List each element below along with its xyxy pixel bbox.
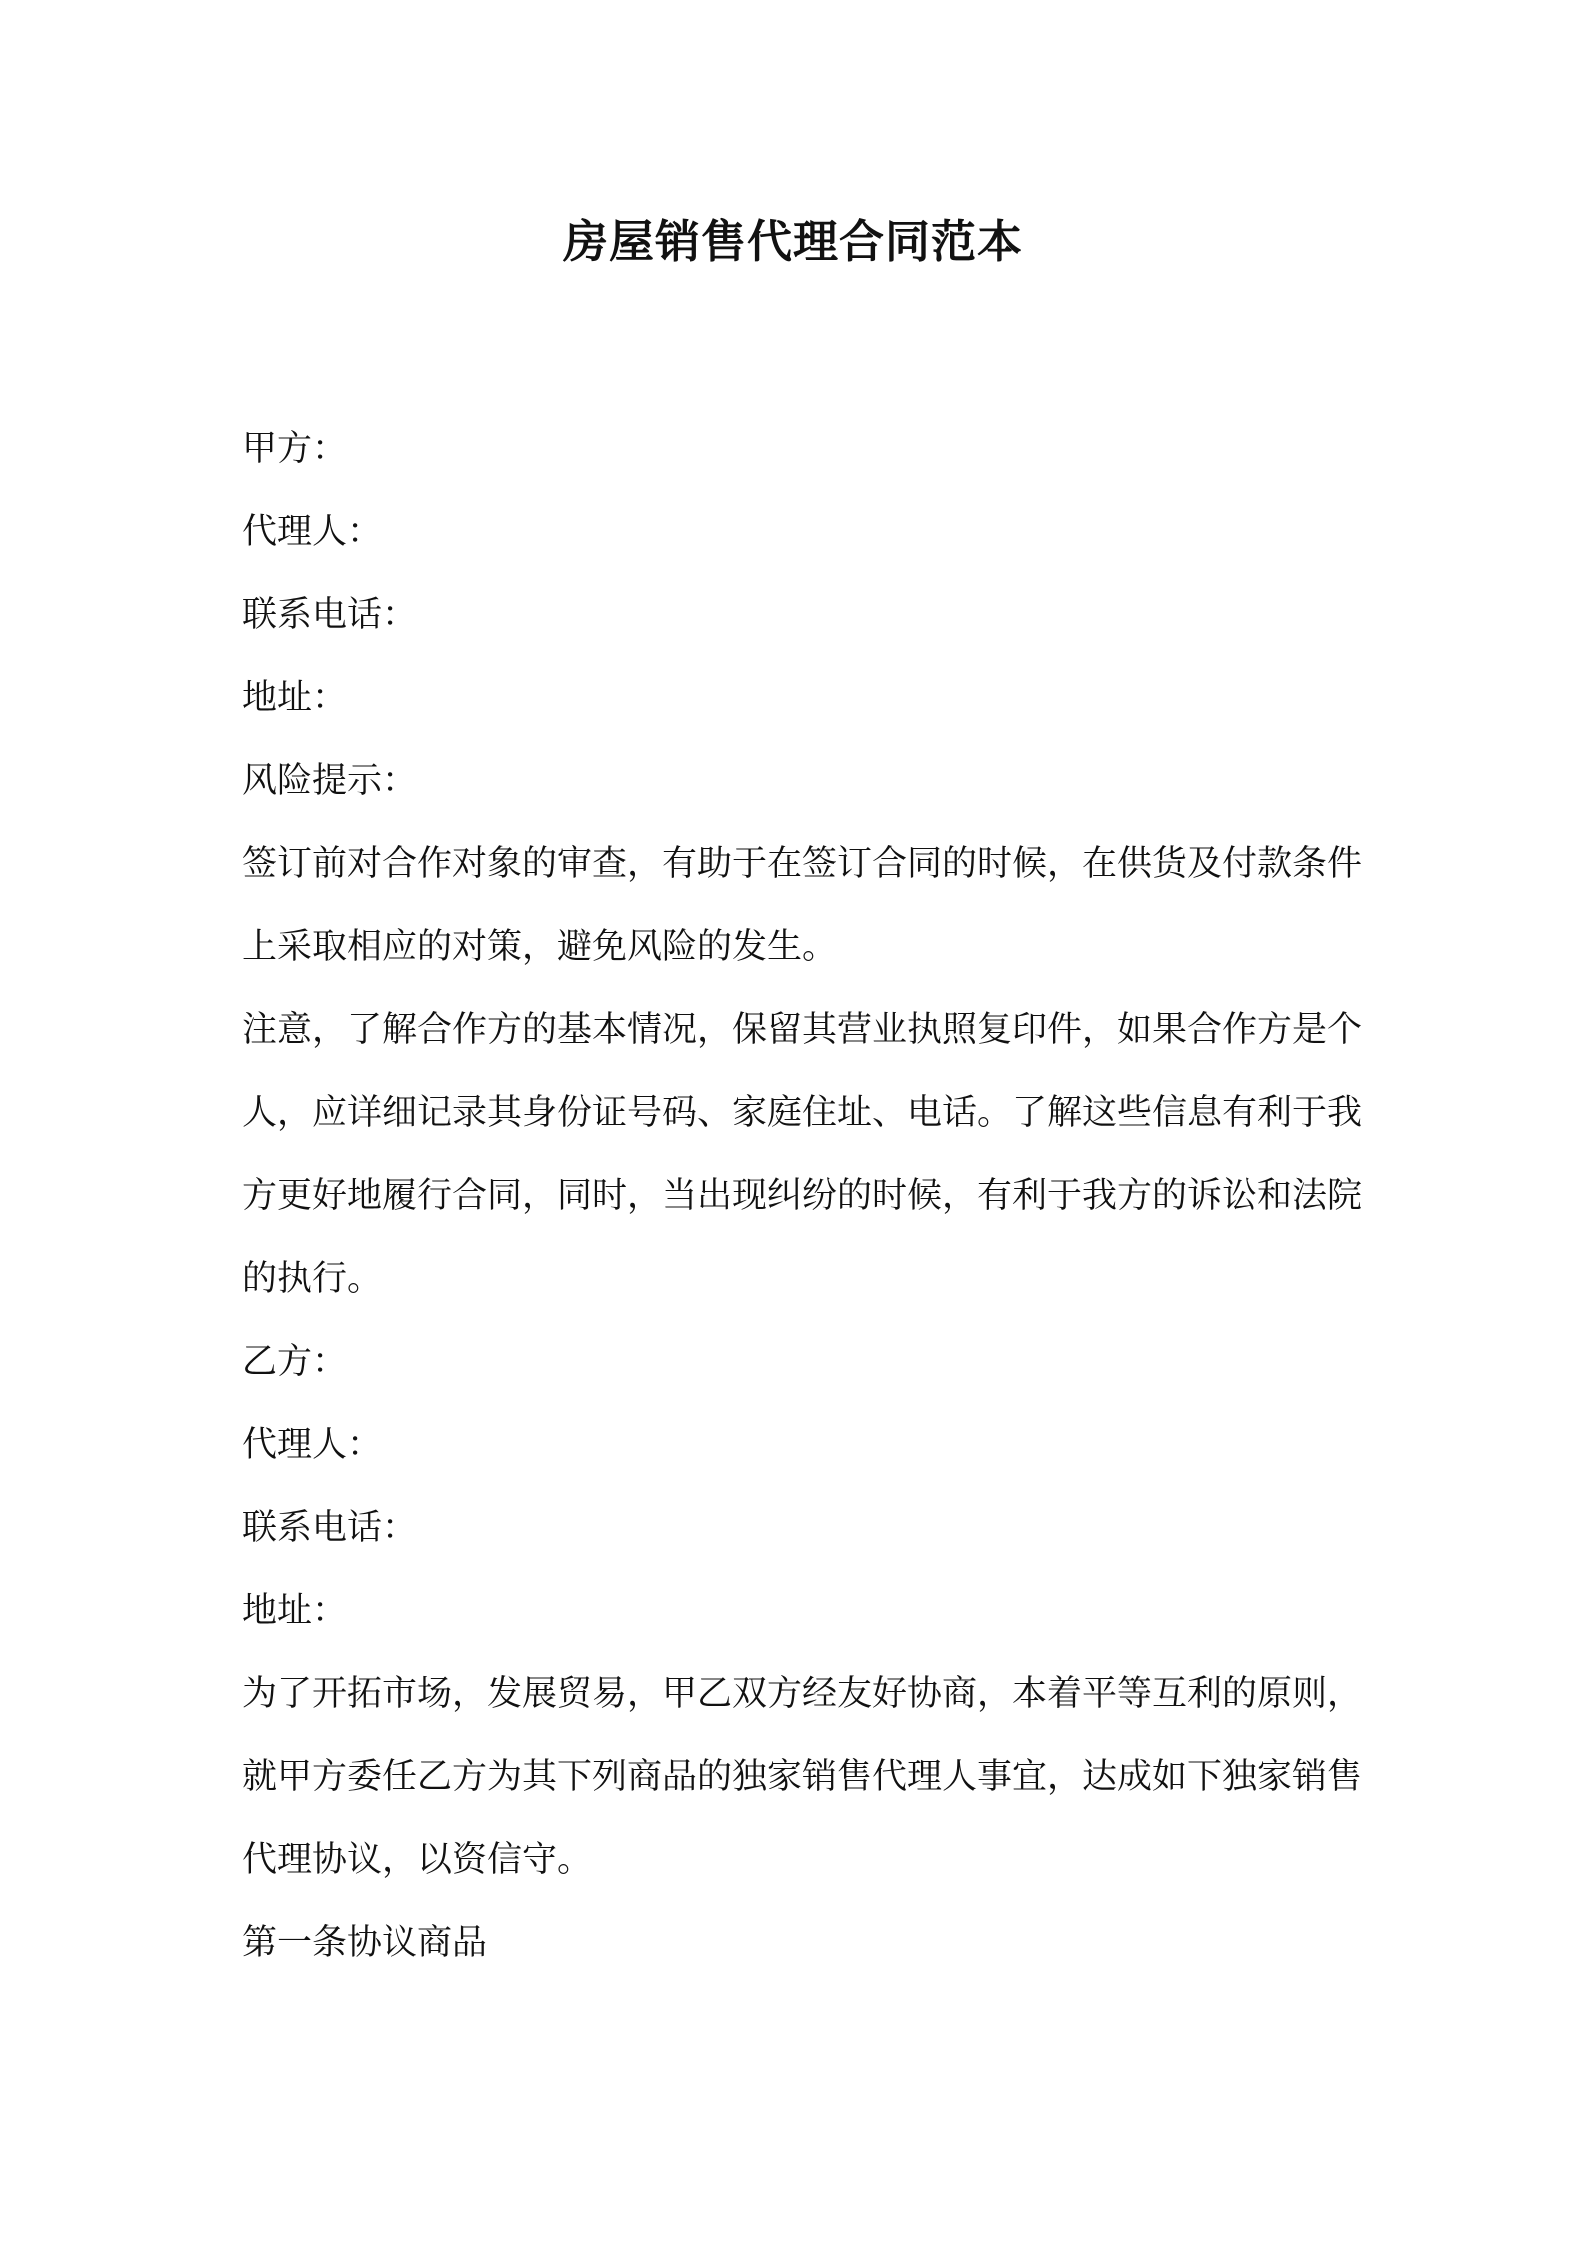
risk-paragraph-review: 签订前对合作对象的审查，有助于在签订合同的时候，在供货及付款条件上采取相应的对策，避免风险的发生。 <box>242 844 1363 967</box>
preamble-paragraph: 为了开拓市场，发展贸易，甲乙双方经友好协商，本着平等互利的原则，就甲方委任乙方为其下列商品的独家销售代理人事宜，达成如下独家销售代理协议，以资信守。 <box>242 1674 1363 1880</box>
risk-notice-label: 风险提示： <box>242 761 418 801</box>
article-1-heading: 第一条协议商品 <box>242 1923 488 1963</box>
party-a-phone-label: 联系电话： <box>242 595 418 635</box>
risk-paragraph-notice: 注意，了解合作方的基本情况，保留其营业执照复印件，如果合作方是个人，应详细记录其身份证号码、家庭住址、电话。了解这些信息有利于我方更好地履行合同，同时，当出现纠纷的时候，有利于我方的诉讼和法院的执行。 <box>242 1010 1363 1299</box>
party-a-agent-label: 代理人： <box>242 512 383 552</box>
party-a-address-label: 地址： <box>242 678 348 718</box>
party-b-address-label: 地址： <box>242 1591 348 1631</box>
party-a-label: 甲方： <box>242 429 348 469</box>
party-b-phone-label: 联系电话： <box>242 1508 418 1548</box>
document-title: 房屋销售代理合同范本 <box>562 215 1023 268</box>
party-b-label: 乙方： <box>242 1342 348 1382</box>
party-b-agent-label: 代理人： <box>242 1425 383 1465</box>
document-body <box>242 408 1362 1985</box>
